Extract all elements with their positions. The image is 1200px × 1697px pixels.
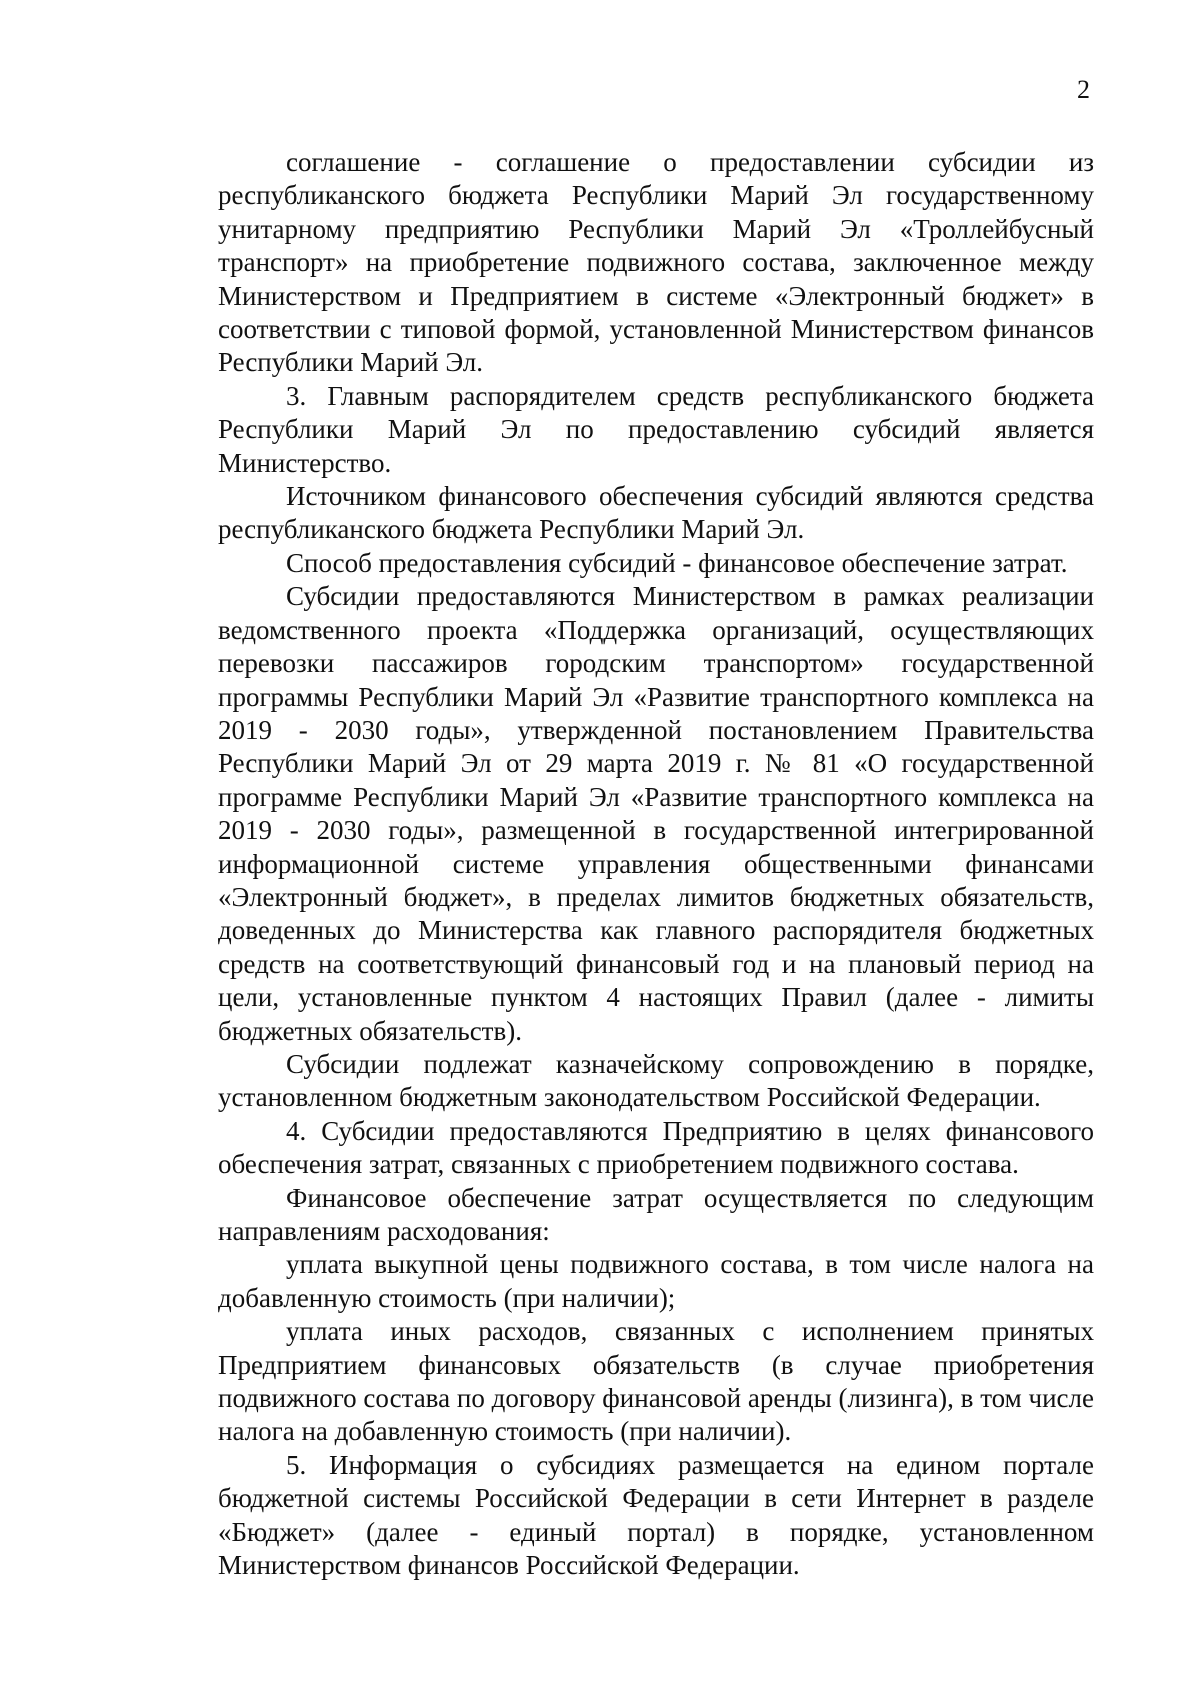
paragraph-expense-directions: Финансовое обеспечение затрат осуществляется по следующим направлениям расходования: — [218, 1182, 1094, 1246]
paragraph-other-expenses: уплата иных расходов, связанных с исполнением принятых Предприятием финансовых обязательств (в случае приобретения подвижного состава по договору финансовой аренды (лизинга), в том числе налога на добавленную стоимость (при наличии). — [218, 1316, 1094, 1447]
paragraph-provision-method: Способ предоставления субсидий - финансовое обеспечение затрат. — [286, 547, 1068, 578]
document-body — [218, 146, 1094, 1582]
paragraph-treasury-support: Субсидии подлежат казначейскому сопровождению в порядке, установленном бюджетным законодательством Российской Федерации. — [218, 1048, 1094, 1113]
paragraph-3-main-administrator: 3. Главным распорядителем средств республиканского бюджета Республики Марий Эл по предоставлению субсидий является Министерство. — [218, 380, 1094, 478]
page-number: 2 — [1077, 75, 1090, 104]
paragraph-subsidy-framework: Субсидии предоставляются Министерством в рамках реализации ведомственного проекта «Поддержка организаций, осуществляющих перевозки пассажиров городским транспортом» государственной программы Республики Марий Эл «Развитие транспортного комплекса на 2019 - 2030 годы», утвержденной постановлением Правительства Республики Марий Эл от 29 марта 2019 г. № 81 «О государственной программе Республики Марий Эл «Развитие транспортного комплекса на 2019 - 2030 годы», размещенной в государственной интегрированной информационной системе управления общественными финансами «Электронный бюджет», в пределах лимитов бюджетных обязательств, доведенных до Министерства как главного распорядителя бюджетных средств на соответствующий финансовый год и на плановый период на цели, установленные пунктом 4 настоящих Правил (далее - лимиты бюджетных обязательств). — [218, 581, 1094, 1046]
paragraph-4-purpose: 4. Субсидии предоставляются Предприятию в целях финансового обеспечения затрат, связанных с приобретением подвижного состава. — [218, 1115, 1094, 1180]
paragraph-purchase-price: уплата выкупной цены подвижного состава, в том числе налога на добавленную стоимость (при наличии); — [218, 1249, 1094, 1313]
paragraph-agreement-definition: соглашение - соглашение о предоставлении субсидии из республиканского бюджета Республики Марий Эл государственному унитарному предприятию Республики Марий Эл «Троллейбусный транспорт» на приобретение подвижного состава, заключенное между Министерством и Предприятием в системе «Электронный бюджет» в соответствии с типовой формой, установленной Министерством финансов Республики Марий Эл. — [218, 147, 1094, 378]
paragraph-5-information-portal: 5. Информация о субсидиях размещается на едином портале бюджетной системы Российской Федерации в сети Интернет в разделе «Бюджет» (далее - единый портал) в порядке, установленном Министерством финансов Российской Федерации. — [218, 1449, 1094, 1581]
paragraph-funding-source: Источником финансового обеспечения субсидий являются средства республиканского бюджета Республики Марий Эл. — [218, 481, 1094, 545]
